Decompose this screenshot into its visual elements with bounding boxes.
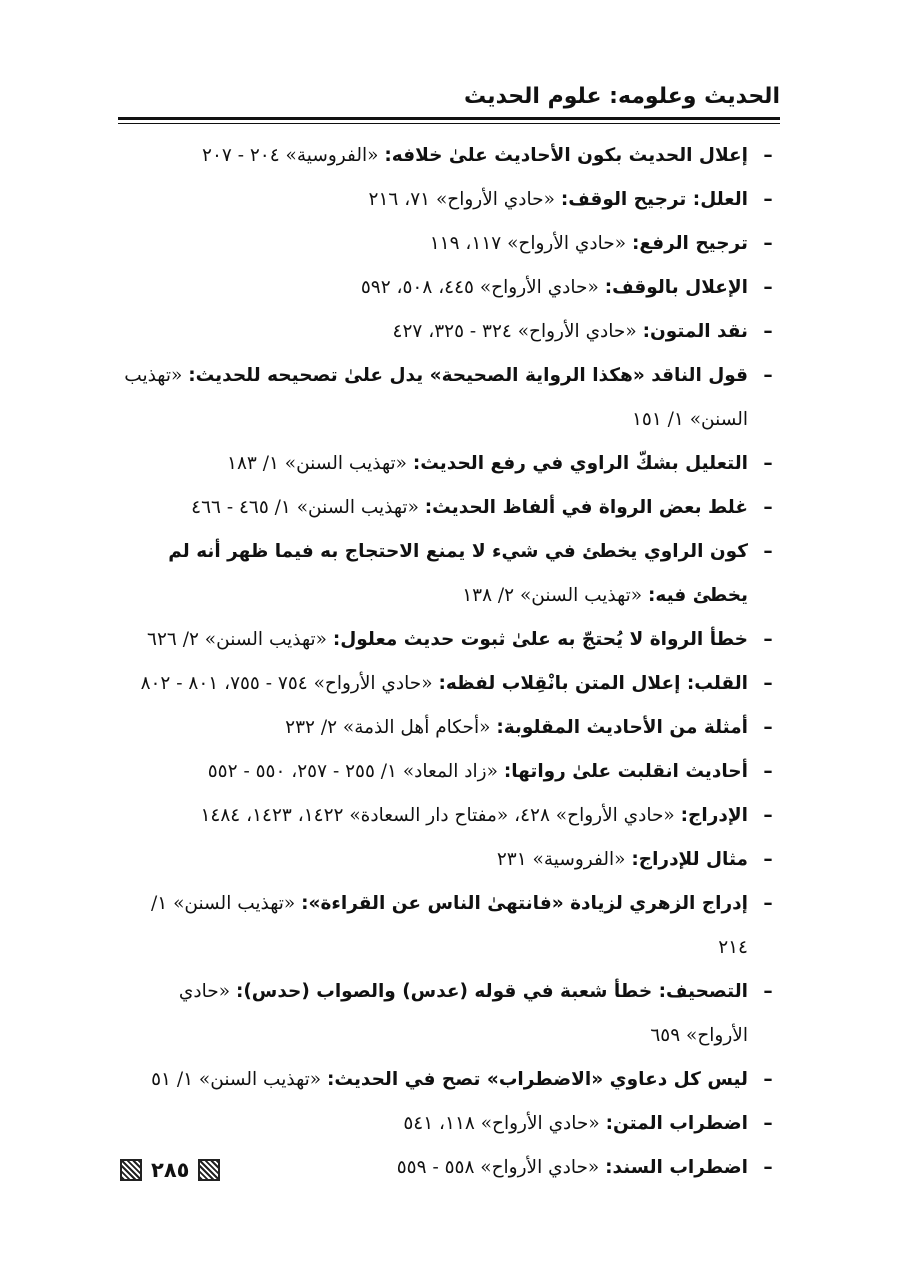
page-number-block [120,1153,220,1187]
entry-citation: «حادي الأرواح» ٥٥٨ - ٥٥٩ [396,1157,600,1178]
dash-bullet-icon: – [763,453,773,474]
dash-bullet-icon: – [763,1157,773,1178]
dash-bullet-icon: – [763,1113,773,1134]
index-entry [118,838,778,882]
index-entry [118,354,778,442]
dash-bullet-icon: – [763,805,773,826]
entry-citation: «تهذيب السنن» ١/ ١٨٣ [227,453,407,474]
index-entry [118,706,778,750]
dash-bullet-icon: – [763,717,773,738]
entry-heading: العلل: ترجيح الوقف: [560,189,748,210]
dash-bullet-icon: – [763,497,773,518]
index-entry [118,1102,778,1146]
index-entry [118,750,778,794]
dash-bullet-icon: – [763,893,773,914]
entry-citation: «حادي الأرواح» ٧٥٤ - ٧٥٥، ٨٠١ - ٨٠٢ [140,673,433,694]
index-entry [118,486,778,530]
entry-heading: خطأ الرواة لا يُحتجّ به علىٰ ثبوت حديث معلول: [332,629,748,650]
index-entry [118,794,778,838]
index-entry [118,222,778,266]
index-entry [118,134,778,178]
index-entry [118,662,778,706]
index-entry [118,1058,778,1102]
dash-bullet-icon: – [763,1069,773,1090]
entry-citation: «تهذيب السنن» ١/ ٢١٤ [151,893,748,958]
index-entry [118,618,778,662]
entry-citation: «تهذيب السنن» ٢/ ٦٢٦ [147,629,327,650]
entry-citation: «حادي الأرواح» ١١٧، ١١٩ [429,233,627,254]
dash-bullet-icon: – [763,981,773,1002]
entry-citation: «حادي الأرواح» ٦٥٩ [178,981,748,1046]
ornament-left-icon [120,1159,142,1181]
dash-bullet-icon: – [763,541,773,562]
entry-heading: الإدراج: [680,805,748,826]
dash-bullet-icon: – [763,761,773,782]
index-entry [118,310,778,354]
entry-citation: «تهذيب السنن» ٢/ ١٣٨ [462,585,643,606]
running-header: الحديث وعلومه: علوم الحديث [464,84,780,109]
entry-heading: اضطراب المتن: [605,1113,748,1134]
dash-bullet-icon: – [763,629,773,650]
index-entry [118,178,778,222]
entry-heading: التعليل بشكّ الراوي في رفع الحديث: [412,453,748,474]
entry-heading: القلب: إعلال المتن بانْقِلاب لفظه: [438,673,748,694]
entry-citation: «حادي الأرواح» ١١٨، ٥٤١ [403,1113,600,1134]
dash-bullet-icon: – [763,321,773,342]
entry-heading: قول الناقد «هكذا الرواية الصحيحة» يدل علىٰ تصحيحه للحديث: [188,365,748,386]
entry-heading: غلط بعض الرواة في ألفاظ الحديث: [424,497,748,518]
entry-heading: كون الراوي يخطئ في شيء لا يمنع الاحتجاج به فيما ظهر أنه لم يخطئ فيه: [168,541,748,606]
entry-heading: التصحيف: خطأ شعبة في قوله (عدس) والصواب (حدس): [235,981,748,1002]
entry-heading: نقد المتون: [642,321,748,342]
dash-bullet-icon: – [763,145,773,166]
entry-citation: «حادي الأرواح» ٧١، ٢١٦ [368,189,555,210]
dash-bullet-icon: – [763,673,773,694]
dash-bullet-icon: – [763,365,773,386]
dash-bullet-icon: – [763,189,773,210]
entry-heading: مثال للإدراج: [631,849,748,870]
entry-citation: «تهذيب السنن» ١/ ٤٦٥ - ٤٦٦ [191,497,419,518]
index-entry [118,882,778,970]
entry-citation: «زاد المعاد» ١/ ٢٥٥ - ٢٥٧، ٥٥٠ - ٥٥٢ [207,761,498,782]
entry-heading: إدراج الزهري لزيادة «فانتهىٰ الناس عن القراءة»: [301,893,748,914]
index-entry [118,530,778,618]
dash-bullet-icon: – [763,277,773,298]
ornament-right-icon [198,1159,220,1181]
entry-heading: اضطراب السند: [605,1157,748,1178]
index-entry [118,442,778,486]
header-rule-thin [118,123,780,124]
index-entry [118,266,778,310]
entry-citation: «تهذيب السنن» ١/ ٥١ [151,1069,322,1090]
entry-heading: ترجيح الرفع: [631,233,748,254]
index-entry-list [118,134,778,1190]
header-rule-thick [118,117,780,120]
dash-bullet-icon: – [763,849,773,870]
page-number: ٢٨٥ [151,1158,190,1182]
dash-bullet-icon: – [763,233,773,254]
entry-citation: «حادي الأرواح» ٤٢٨، «مفتاح دار السعادة» ١٤٢٢، ١٤٢٣، ١٤٨٤ [200,805,675,826]
index-entry [118,970,778,1058]
entry-citation: «الفروسية» ٢٠٤ - ٢٠٧ [202,145,379,166]
entry-heading: ليس كل دعاوي «الاضطراب» تصح في الحديث: [326,1069,748,1090]
entry-heading: أمثلة من الأحاديث المقلوبة: [496,717,748,738]
entry-citation: «الفروسية» ٢٣١ [496,849,626,870]
entry-citation: «تهذيب السنن» ١/ ١٥١ [124,365,748,430]
entry-heading: الإعلال بالوقف: [604,277,748,298]
entry-citation: «حادي الأرواح» ٤٤٥، ٥٠٨، ٥٩٢ [360,277,599,298]
entry-heading: إعلال الحديث بكون الأحاديث علىٰ خلافه: [384,145,748,166]
entry-heading: أحاديث انقلبت علىٰ رواتها: [503,761,748,782]
entry-citation: «أحكام أهل الذمة» ٢/ ٢٣٢ [285,717,491,738]
entry-citation: «حادي الأرواح» ٣٢٤ - ٣٢٥، ٤٢٧ [392,321,637,342]
